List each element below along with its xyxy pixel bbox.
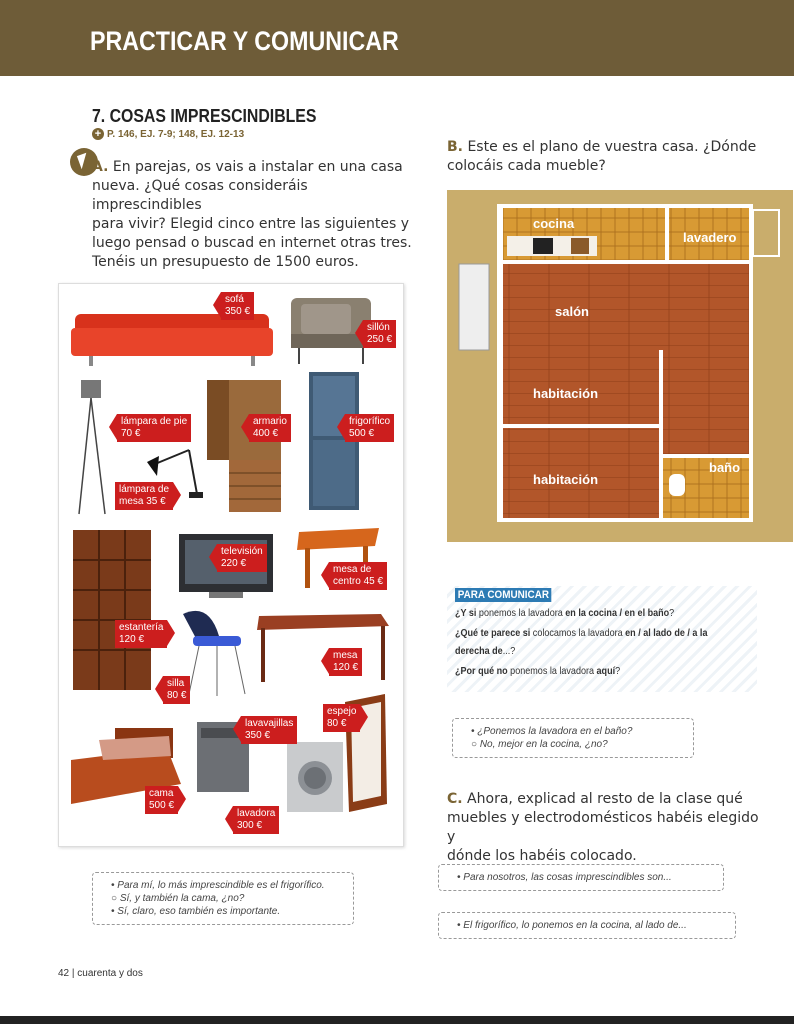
tag-floor-lamp-name: lámpara de pie — [121, 416, 188, 427]
bubble-b-line: • ¿Ponemos la lavadora en el baño? — [471, 726, 633, 737]
pc-text: ? — [669, 607, 675, 619]
pc-text: colocamos la lavadora — [530, 627, 626, 639]
bubble-c2-line: • El frigorífico, lo ponemos en la cocina, al lado de... — [457, 920, 687, 931]
room-living: salón — [555, 304, 589, 319]
section-ref — [92, 128, 244, 140]
tag-armchair — [363, 320, 396, 348]
section-title: 7. COSAS IMPRESCINDIBLES — [92, 106, 317, 126]
pc-bold: derecha de — [455, 645, 503, 657]
tag-bed — [145, 786, 178, 814]
pc-bold: en la cocina / en el baño — [565, 607, 670, 619]
bubble-b-line: ○ No, mejor en la cocina, ¿no? — [471, 739, 608, 750]
tag-mirror-price: 80 € — [327, 718, 347, 729]
task-a-line: para vivir? Elegid cinco entre las siguientes y — [92, 216, 410, 232]
pc-text: ...? — [502, 645, 516, 657]
dialogue-bubble-a — [92, 872, 354, 925]
task-a — [92, 158, 412, 272]
tag-table-name: mesa — [333, 650, 358, 661]
bookshelf-image — [73, 530, 151, 690]
tag-desk-lamp-price: 35 € — [146, 496, 166, 507]
tag-mirror — [323, 704, 360, 732]
task-a-line: Tenéis un presupuesto de 1500 euros. — [92, 254, 359, 270]
tag-coffee-table-price: 45 € — [363, 576, 384, 587]
pc-text: ? — [615, 665, 621, 677]
task-c-text: Ahora, explicad al resto de la clase qué — [467, 791, 743, 807]
tag-bed-name: cama — [149, 788, 174, 799]
tag-sofa — [221, 292, 254, 320]
pc-line-2 — [455, 626, 707, 640]
header-banner — [0, 0, 794, 76]
tag-mirror-name: espejo — [327, 706, 357, 717]
banner-title: PRACTICAR Y COMUNICAR — [90, 26, 399, 56]
room-bathroom: baño — [709, 460, 741, 475]
tag-bed-price: 500 € — [149, 800, 175, 811]
tag-sofa-price: 350 € — [225, 306, 251, 317]
section-ref-text: P. 146, EJ. 7-9; 148, EJ. 12-13 — [107, 129, 245, 140]
bubble-a-line: • Sí, claro, eso también es importante. — [111, 906, 281, 917]
task-b-letter: B. — [447, 139, 463, 155]
tag-bookshelf — [115, 620, 167, 648]
para-comunicar-title: PARA COMUNICAR — [455, 588, 552, 602]
task-b-line — [447, 138, 767, 157]
tag-desk-lamp-name2: mesa — [119, 496, 144, 507]
tag-dishwasher — [241, 716, 297, 744]
floor-lamp-image — [79, 380, 105, 514]
task-a-line: nueva. ¿Qué cosas consideráis imprescindibles — [92, 178, 308, 213]
tag-washing-machine-price: 300 € — [237, 820, 263, 831]
pc-line-3 — [455, 644, 515, 658]
room-bedroom-1: habitación — [533, 386, 599, 401]
task-c-line — [447, 790, 767, 809]
tag-coffee-table — [329, 562, 387, 590]
pc-text: ponemos la lavadora — [507, 665, 597, 677]
pc-bold: ¿Qué te parece si — [455, 627, 531, 639]
tag-desk-lamp-line2 — [119, 496, 169, 508]
tag-sofa-name: sofá — [225, 294, 244, 305]
washing-machine-image — [287, 742, 343, 812]
bubble-c1-line: • Para nosotros, las cosas imprescindibles son... — [457, 872, 672, 883]
tag-wardrobe-price: 400 € — [253, 428, 279, 439]
tag-coffee-table-name: mesa de — [333, 564, 372, 575]
task-c-line: muebles y electrodomésticos habéis elegido y — [447, 810, 759, 845]
tag-chair-name: silla — [167, 678, 185, 689]
tag-bookshelf-name: estantería — [119, 622, 164, 633]
dialogue-bubble-b — [452, 718, 694, 758]
tag-coffee-table-name2: centro — [333, 576, 361, 587]
tag-armchair-price: 250 € — [367, 334, 393, 345]
tag-dishwasher-price: 350 € — [245, 730, 271, 741]
tag-washing-machine — [233, 806, 279, 834]
bottom-bar — [0, 1016, 794, 1024]
task-a-letter: A. — [92, 159, 109, 175]
sofa-image — [71, 314, 273, 366]
task-b — [447, 138, 767, 176]
task-a-text: En parejas, os vais a instalar en una casa — [112, 159, 403, 175]
tag-floor-lamp — [117, 414, 191, 442]
tag-bookshelf-price: 120 € — [119, 634, 145, 645]
plus-icon: + — [92, 128, 104, 140]
tag-tv — [217, 544, 267, 572]
tag-wardrobe-name: armario — [253, 416, 287, 427]
tag-tv-name: televisión — [221, 546, 263, 557]
pc-line-4 — [455, 664, 620, 678]
tag-dishwasher-name: lavavajillas — [245, 718, 294, 729]
tag-chair-price: 80 € — [167, 690, 187, 701]
para-comunicar-box — [447, 586, 757, 692]
page-number: 42 | cuarenta y dos — [58, 968, 143, 979]
tag-table-price: 120 € — [333, 662, 359, 673]
task-c-letter: C. — [447, 791, 463, 807]
task-b-line: colocáis cada mueble? — [447, 158, 606, 174]
floor-plan — [447, 190, 793, 542]
tag-floor-lamp-price: 70 € — [121, 428, 141, 439]
pc-bold: ¿Y si — [455, 607, 477, 619]
pc-bold: ¿Por qué no — [455, 665, 508, 677]
tag-desk-lamp — [115, 482, 173, 510]
task-c — [447, 790, 767, 866]
tag-wardrobe — [249, 414, 291, 442]
tag-coffee-table-line2 — [333, 576, 383, 588]
tag-fridge-name: frigorífico — [349, 416, 391, 427]
room-kitchen: cocina — [533, 216, 575, 231]
tag-fridge-price: 500 € — [349, 428, 375, 439]
task-a-line — [92, 158, 412, 177]
floor-plan-drawing — [447, 190, 793, 542]
bubble-a-line: ○ Sí, y también la cama, ¿no? — [111, 893, 245, 904]
dialogue-bubble-c2 — [438, 912, 736, 939]
pc-text: ponemos la lavadora — [476, 607, 566, 619]
furniture-catalog — [58, 283, 404, 847]
bubble-a-line: • Para mí, lo más imprescindible es el frigorífico. — [111, 880, 325, 891]
tag-table — [329, 648, 362, 676]
tag-washing-machine-name: lavadora — [237, 808, 276, 819]
room-laundry: lavadero — [683, 230, 737, 245]
task-a-line: luego pensad o buscad en internet otras tres. — [92, 235, 412, 251]
pc-line-1 — [455, 606, 674, 620]
tag-fridge — [345, 414, 394, 442]
wardrobe-image — [207, 380, 281, 512]
tag-armchair-name: sillón — [367, 322, 390, 333]
task-c-line: dónde los habéis colocado. — [447, 848, 637, 864]
task-b-text: Este es el plano de vuestra casa. ¿Dónde — [467, 139, 757, 155]
tag-desk-lamp-name: lámpara de — [119, 484, 170, 495]
dialogue-bubble-c1 — [438, 864, 724, 891]
room-bedroom-2: habitación — [533, 472, 599, 487]
tag-tv-price: 220 € — [221, 558, 247, 569]
pc-bold: aquí — [596, 665, 616, 677]
chair-image — [183, 611, 245, 696]
pc-bold: en / al lado de / a la — [625, 627, 708, 639]
tag-chair — [163, 676, 190, 704]
